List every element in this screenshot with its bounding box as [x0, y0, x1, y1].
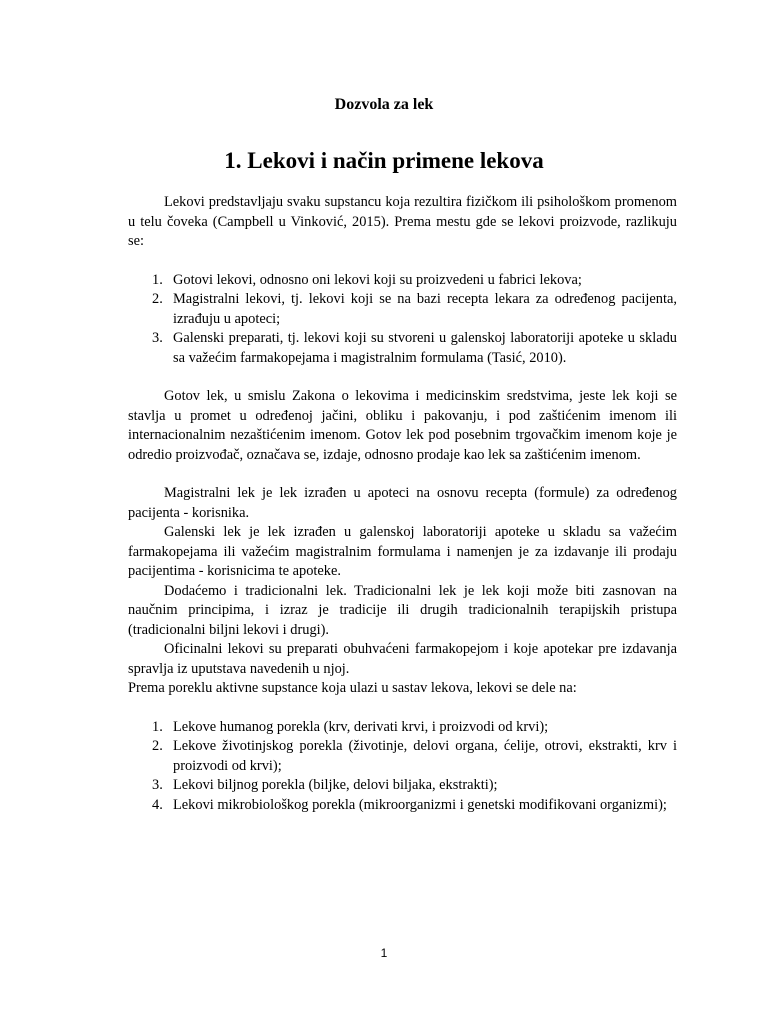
- list-item: [128, 737, 677, 776]
- list-item-number: 2.: [152, 738, 163, 754]
- document-title: Dozvola za lek: [334, 96, 434, 113]
- paragraph-magistralni-lek: Magistralni lek je lek izrađen u apoteci na osnovu recepta (formule) za određenog pacijenta - korisnika.: [128, 485, 677, 521]
- paragraph-poreklo: Prema poreklu aktivne supstance koja ulazi u sastav lekova, lekovi se dele na:: [128, 680, 577, 696]
- list-item-number: 3.: [152, 330, 163, 346]
- list-item-text: Galenski preparati, tj. lekovi koji su stvoreni u galenskoj laboratoriji apoteke u skladu sa važećim farmakopejama i magistralnim formulama (Tasić, 2010).: [173, 330, 677, 366]
- list-item-text: Lekovi mikrobiološkog porekla (mikroorganizmi i genetski modifikovani organizmi);: [173, 796, 667, 813]
- list-item-text: Lekove životinjskog porekla (životinje, delovi organa, ćelije, otrovi, ekstrakti, krv i proizvodi od krvi);: [173, 738, 677, 774]
- list-item: [128, 796, 677, 816]
- list-item-number: 1.: [152, 718, 163, 735]
- production-type-list: [128, 271, 677, 369]
- paragraph-gotov-lek: Gotov lek, u smislu Zakona o lekovima i medicinskim sredstvima, jeste lek koji se stavlja u promet u određenoj jačini, obliku i pakovanju, i pod zaštićenim imenom ili internacionalnim nezaštićenim imenom. Gotov lek pod posebnim trgovačkim imenom koje je odredio proizvođač, označava se, izdaje, odnosno prodaje kao lek sa zaštićenim imenom.: [128, 388, 677, 463]
- list-item: [128, 290, 677, 329]
- list-item-number: 3.: [152, 777, 163, 793]
- list-item-text: Lekove humanog porekla (krv, derivati krvi, i proizvodi od krvi);: [173, 718, 549, 735]
- list-item-number: 2.: [152, 291, 163, 307]
- paragraph-galenski-lek: Galenski lek je lek izrađen u galenskoj laboratoriji apoteke u skladu sa važećim farmakopejama ili važećim magistralnim formulama i namenjen je za izdavanje ili prodaju pacijentima - korisnicima te apoteke.: [128, 524, 677, 579]
- list-item-text: Lekovi biljnog porekla (biljke, delovi biljaka, ekstrakti);: [173, 777, 498, 793]
- intro-paragraph: Lekovi predstavljaju svaku supstancu koja rezultira fizičkom ili psihološkom promenom u telu čoveka (Campbell u Vinković, 2015). Prema mestu gde se lekovi proizvode, razlikuju se:: [128, 194, 677, 249]
- list-item: [128, 776, 677, 796]
- paragraph-oficinalni-lekovi: Oficinalni lekovi su preparati obuhvaćeni farmakopejom i koje apotekar pre izdavanja spravlja iz uputstava navedenih u njoj.: [128, 641, 677, 677]
- list-item: [128, 271, 677, 291]
- page-number: 1: [380, 946, 388, 960]
- document-body: [128, 193, 677, 815]
- list-item: [128, 329, 677, 368]
- list-item-text: Magistralni lekovi, tj. lekovi koji se na bazi recepta lekara za određenog pacijenta, izrađuju u apoteci;: [173, 291, 677, 327]
- list-item-text: Gotovi lekovi, odnosno oni lekovi koji su proizvedeni u fabrici lekova;: [173, 271, 582, 288]
- origin-type-list: [128, 718, 677, 816]
- chapter-heading: 1. Lekovi i način primene lekova: [224, 148, 544, 173]
- list-item-number: 4.: [152, 796, 163, 813]
- list-item: [128, 718, 677, 738]
- paragraph-tradicionalni-lek: Dodaćemo i tradicionalni lek. Tradicionalni lek je lek koji može biti zasnovan na naučnim principima, i izraz je tradicije ili drugih tradicionalnih terapijskih pristupa (tradicionalni biljni lekovi i drugi).: [128, 582, 677, 638]
- list-item-number: 1.: [152, 271, 163, 288]
